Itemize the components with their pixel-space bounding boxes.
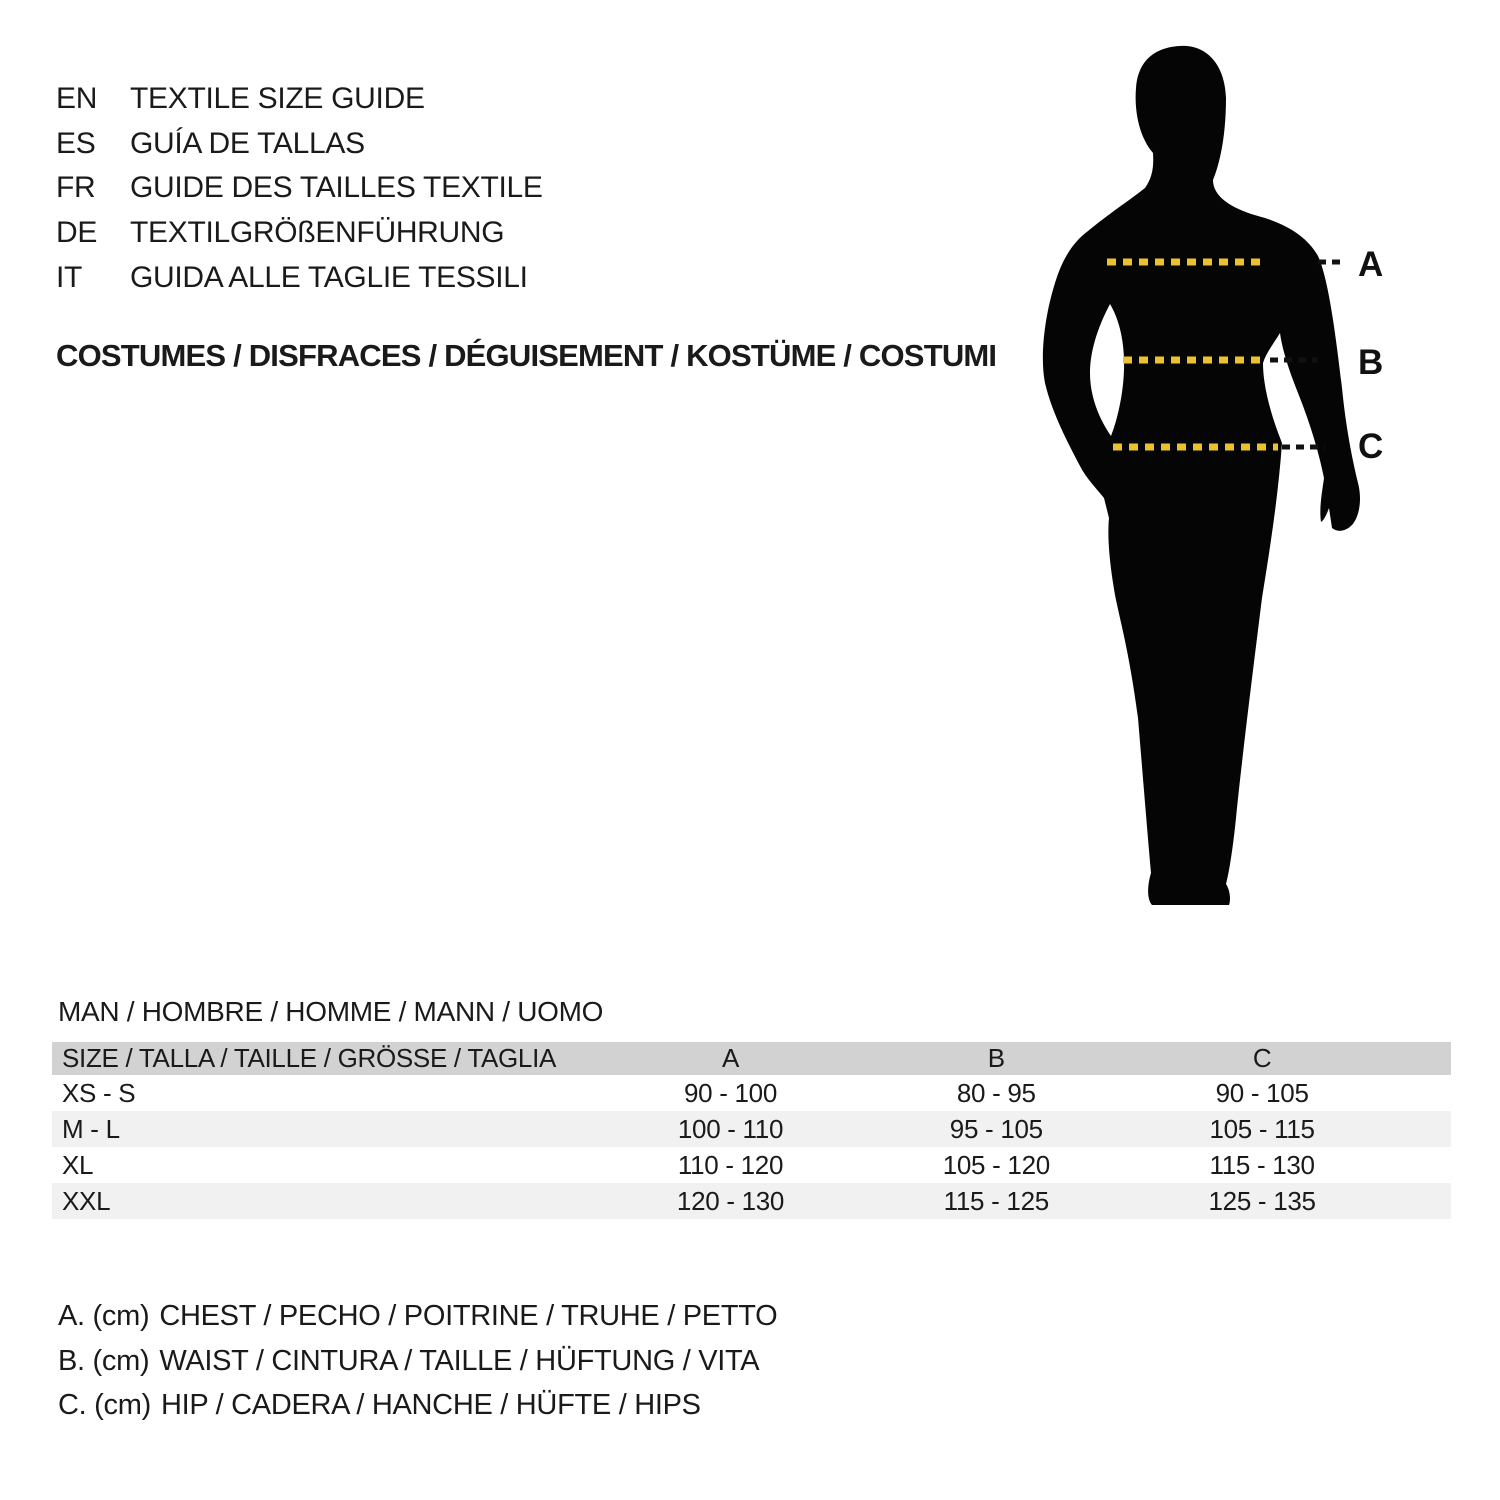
category-title: COSTUMES / DISFRACES / DÉGUISEMENT / KOSTÜME / COSTUMI [56,338,997,373]
language-code: ES [56,126,96,160]
measurement-legend [58,1294,777,1428]
language-guide-label: TEXTILE SIZE GUIDE [130,82,425,116]
male-silhouette [1043,46,1360,905]
language-code: FR [56,171,96,205]
size-table-header-size: SIZE / TALLA / TAILLE / GRÖSSE / TAGLIA [62,1043,557,1073]
chest-value-cell: 110 - 120 [677,1149,784,1180]
size-cell: XS - S [62,1077,136,1108]
measure-label-a: A [1358,245,1384,284]
language-guide-item [56,122,543,167]
size-table-body [52,1075,1451,1219]
language-guide-list [56,77,543,300]
size-table-header-c: C [1252,1043,1272,1073]
language-code: EN [56,82,98,116]
size-cell: XXL [62,1185,111,1216]
language-guide-item [56,255,543,300]
measurement-legend-text: WAIST / CINTURA / TAILLE / HÜFTUNG / VITA [159,1344,760,1377]
measure-label-b: B [1358,343,1384,382]
chest-value-cell: 120 - 130 [676,1185,785,1216]
size-table-header-b: B [987,1043,1005,1073]
measurement-legend-row [58,1339,777,1384]
measurement-legend-text: HIP / CADERA / HANCHE / HÜFTE / HIPS [160,1389,701,1422]
size-cell: XL [62,1149,94,1180]
language-guide-item [56,77,543,122]
hip-value-cell: 105 - 115 [1209,1113,1315,1144]
measurement-legend-prefix: C. (cm) [58,1389,151,1422]
measure-label-c: C [1358,427,1384,466]
hip-value-cell: 125 - 135 [1208,1185,1316,1216]
size-table [52,1042,1451,1219]
measurement-legend-row [58,1294,777,1339]
waist-value-cell: 80 - 95 [956,1077,1036,1108]
measurement-legend-prefix: A. (cm) [58,1299,150,1332]
table-row [52,1147,1451,1183]
measurement-legend-prefix: B. (cm) [58,1344,150,1377]
chest-value-cell: 100 - 110 [677,1113,784,1144]
language-guide-label: TEXTILGRÖßENFÜHRUNG [130,216,505,250]
waist-value-cell: 95 - 105 [949,1113,1043,1144]
language-code: IT [56,260,83,294]
language-guide-label: GUÍA DE TALLAS [130,126,365,160]
language-guide-item [56,211,543,256]
waist-value-cell: 115 - 125 [943,1185,1049,1216]
hip-value-cell: 115 - 130 [1209,1149,1315,1180]
waist-value-cell: 105 - 120 [942,1149,1050,1180]
table-row [52,1111,1451,1147]
size-table-header [52,1042,1451,1075]
language-code: DE [56,216,98,250]
measurement-legend-text: CHEST / PECHO / POITRINE / TRUHE / PETTO [159,1299,778,1332]
language-guide-label: GUIDA ALLE TAGLIE TESSILI [130,260,528,294]
measurement-legend-row [58,1384,777,1429]
language-guide-item [56,166,543,211]
chest-value-cell: 90 - 100 [684,1077,778,1108]
size-cell: M - L [62,1113,120,1144]
table-row [52,1183,1451,1219]
table-row [52,1075,1451,1111]
male-silhouette-figure [1030,28,1390,968]
hip-value-cell: 90 - 105 [1215,1077,1309,1108]
section-title-man: MAN / HOMBRE / HOMME / MANN / UOMO [58,996,604,1027]
language-guide-label: GUIDE DES TAILLES TEXTILE [130,171,543,205]
size-table-header-a: A [721,1043,740,1073]
